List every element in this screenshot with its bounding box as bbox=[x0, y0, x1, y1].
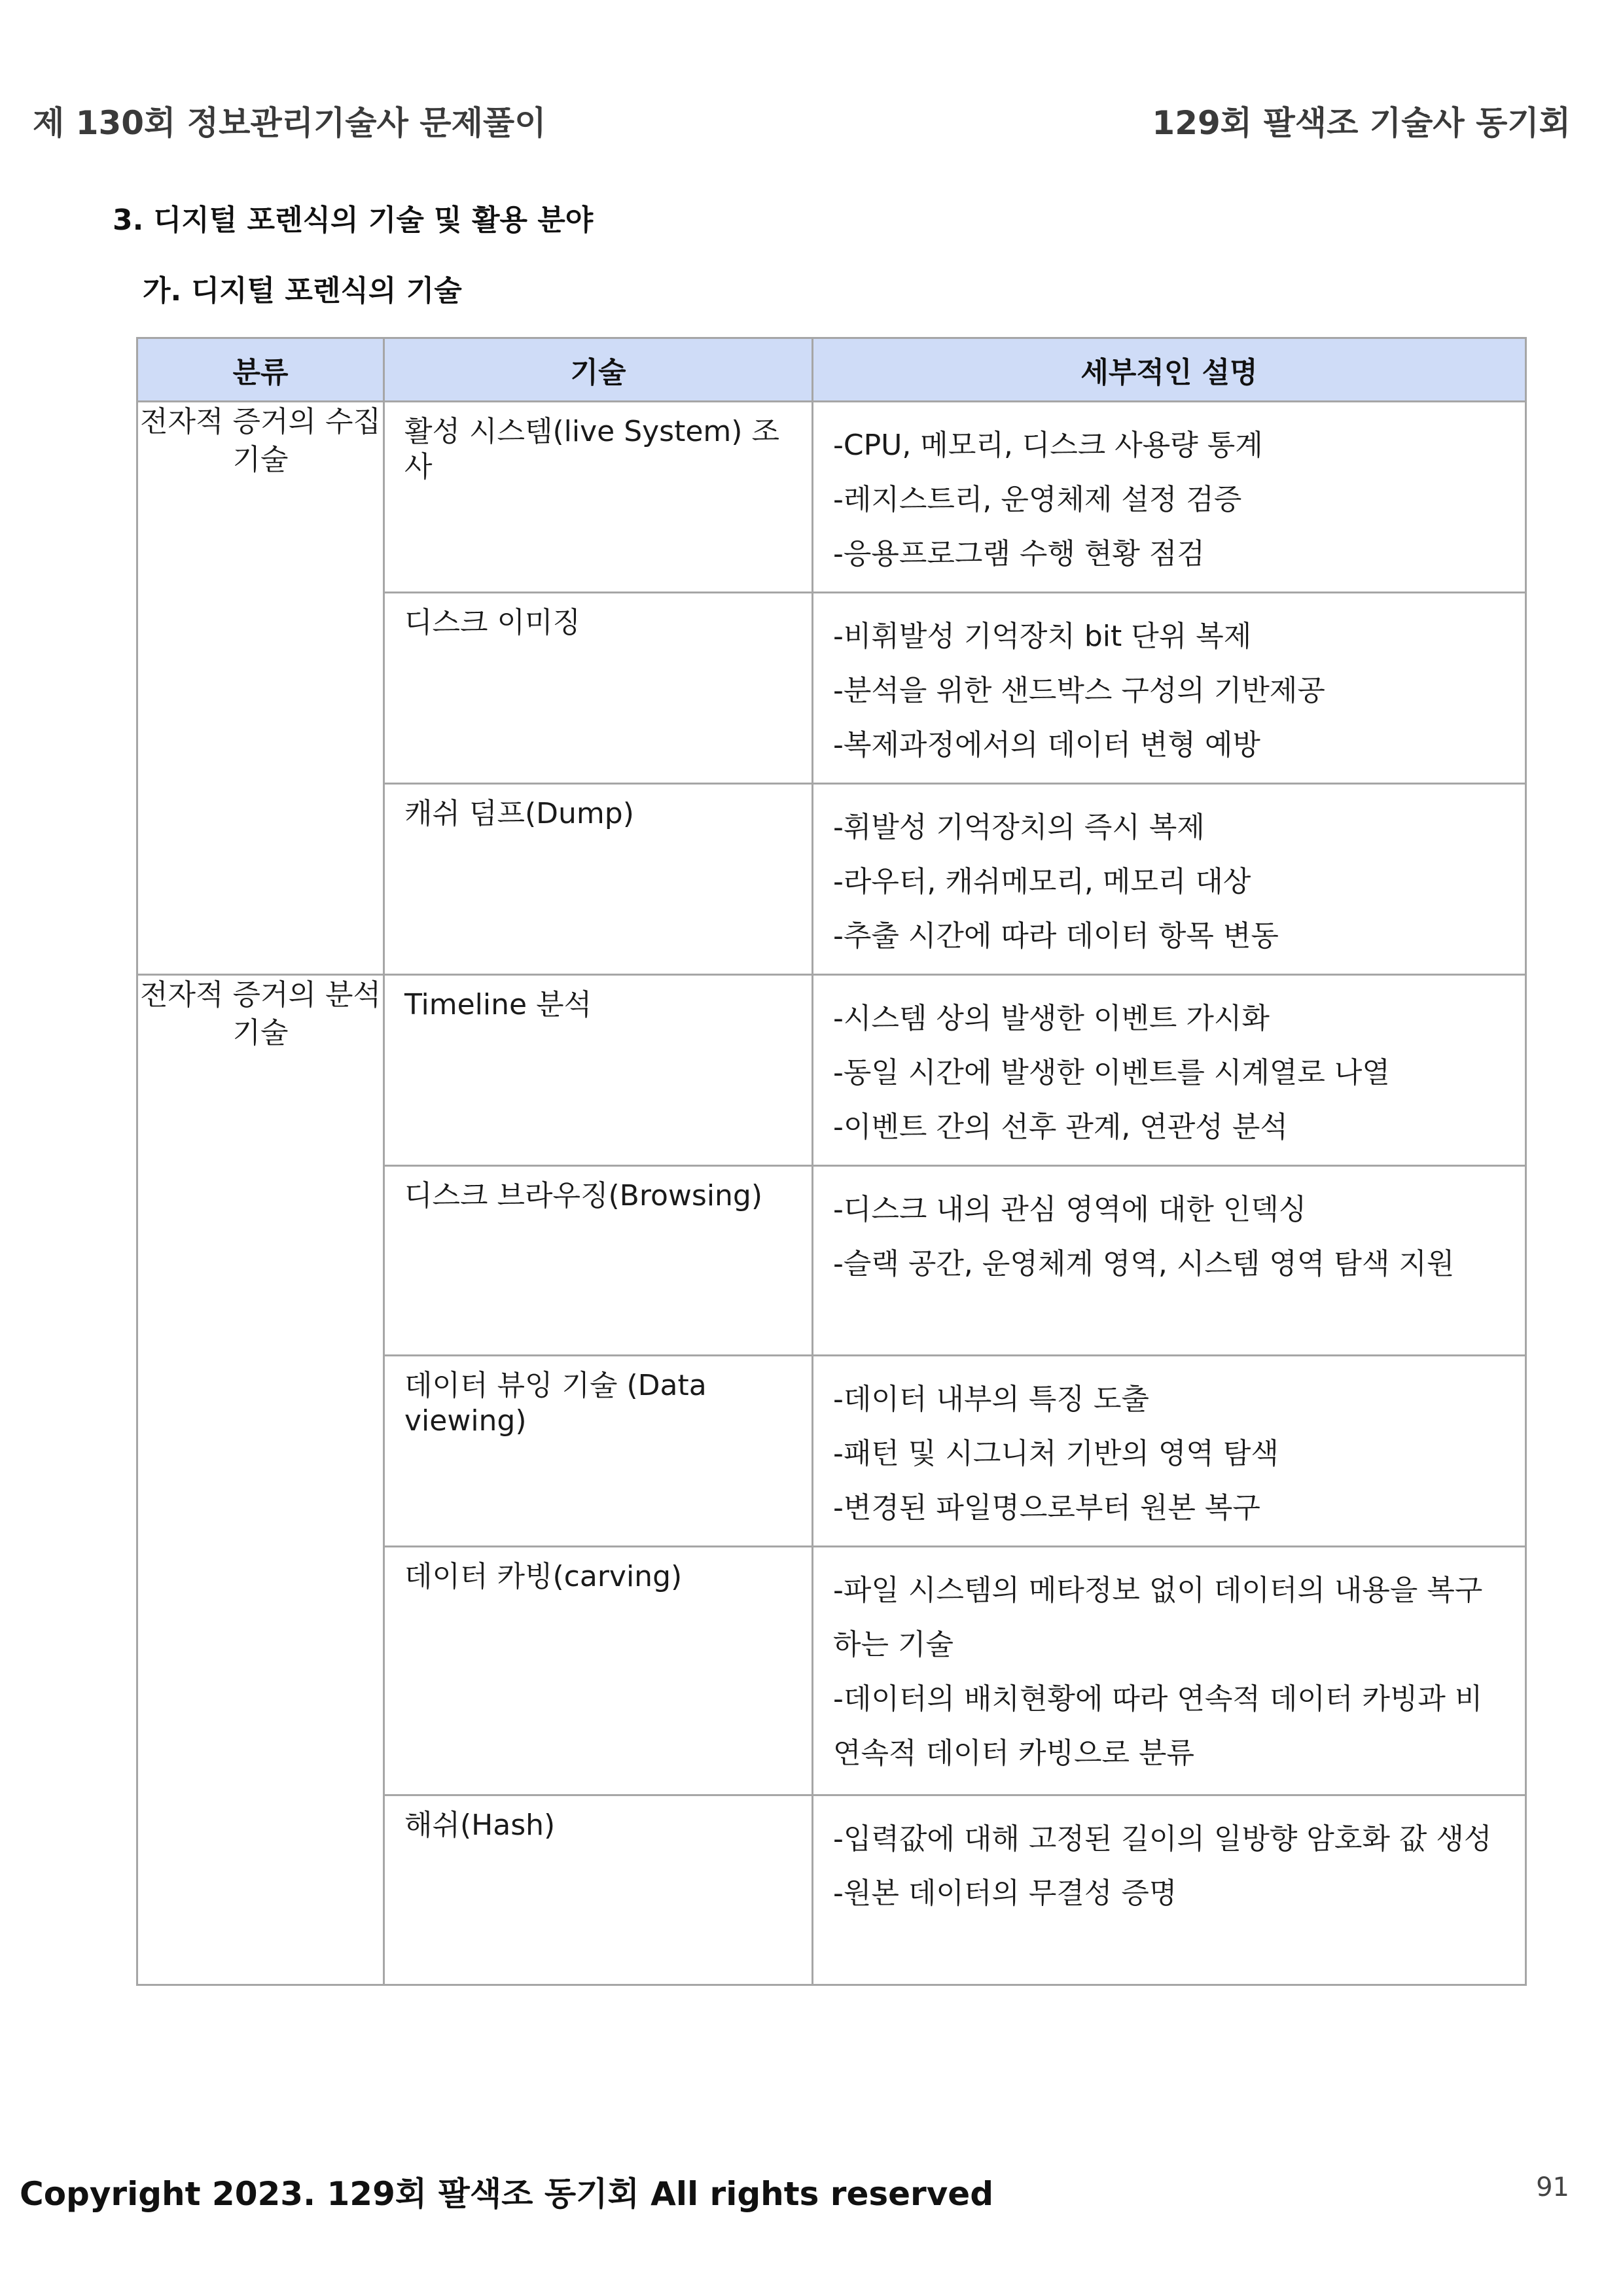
description-line: -레지스트리, 운영체제 설정 검증 bbox=[833, 483, 1242, 516]
description-cell bbox=[813, 975, 1526, 1166]
description-line: -시스템 상의 발생한 이벤트 가시화 bbox=[833, 1002, 1270, 1035]
description-line: -데이터 내부의 특징 도출 bbox=[833, 1383, 1149, 1416]
technique-cell: 데이터 뷰잉 기술 (Data viewing) bbox=[384, 1356, 813, 1547]
description-line: -변경된 파일명으로부터 원본 복구 bbox=[833, 1491, 1260, 1525]
footer-copyright: Copyright 2023. 129회 팔색조 동기회 All rights reserved bbox=[20, 2175, 994, 2213]
description-line: -동일 시간에 발생한 이벤트를 시계열로 나열 bbox=[833, 1056, 1390, 1089]
header-left-title: 제 130회 정보관리기술사 문제풀이 bbox=[33, 104, 546, 142]
description-cell bbox=[813, 784, 1526, 975]
description-line: -원본 데이터의 무결성 증명 bbox=[833, 1877, 1177, 1910]
description-cell bbox=[813, 1356, 1526, 1547]
description-cell bbox=[813, 1547, 1526, 1795]
table-row bbox=[137, 975, 1526, 1166]
category-collection: 전자적 증거의 수집 기술 bbox=[137, 402, 384, 975]
description-line: -응용프로그램 수행 현황 점검 bbox=[833, 537, 1205, 571]
technique-cell: 디스크 브라우징(Browsing) bbox=[384, 1166, 813, 1356]
description-line: -패턴 및 시그니처 기반의 영역 탐색 bbox=[833, 1437, 1279, 1470]
description-cell bbox=[813, 1795, 1526, 1985]
technique-cell: 해쉬(Hash) bbox=[384, 1795, 813, 1985]
description-line: -슬랙 공간, 운영체계 영역, 시스템 영역 탐색 지원 bbox=[833, 1247, 1455, 1280]
description-line: -비휘발성 기억장치 bit 단위 복제 bbox=[833, 620, 1252, 653]
forensics-techniques-table bbox=[136, 337, 1527, 1986]
description-line: -입력값에 대해 고정된 길이의 일방향 암호화 값 생성 bbox=[833, 1822, 1492, 1856]
description-line: -파일 시스템의 메타정보 없이 데이터의 내용을 복구하는 기술 bbox=[833, 1574, 1483, 1661]
description-line: -CPU, 메모리, 디스크 사용량 통계 bbox=[833, 429, 1263, 462]
description-cell bbox=[813, 402, 1526, 593]
section-title: 3. 디지털 포렌식의 기술 및 활용 분야 bbox=[113, 203, 594, 237]
technique-cell: Timeline 분석 bbox=[384, 975, 813, 1166]
description-line: -휘발성 기억장치의 즉시 복제 bbox=[833, 811, 1205, 844]
header-right-title: 129회 팔색조 기술사 동기회 bbox=[1152, 104, 1571, 142]
technique-cell: 디스크 이미징 bbox=[384, 593, 813, 784]
description-line: -복제과정에서의 데이터 변형 예방 bbox=[833, 728, 1260, 762]
table-header-row bbox=[137, 338, 1526, 402]
description-line: -추출 시간에 따라 데이터 항목 변동 bbox=[833, 919, 1279, 953]
header-technique: 기술 bbox=[384, 338, 813, 402]
description-cell bbox=[813, 593, 1526, 784]
page-number: 91 bbox=[1536, 2172, 1569, 2202]
technique-cell: 데이터 카빙(carving) bbox=[384, 1547, 813, 1795]
description-line: -분석을 위한 샌드박스 구성의 기반제공 bbox=[833, 674, 1325, 707]
description-cell bbox=[813, 1166, 1526, 1356]
description-line: -디스크 내의 관심 영역에 대한 인덱싱 bbox=[833, 1193, 1307, 1226]
header-description: 세부적인 설명 bbox=[813, 338, 1526, 402]
header-category: 분류 bbox=[137, 338, 384, 402]
description-line: -데이터의 배치현황에 따라 연속적 데이터 카빙과 비연속적 데이터 카빙으로 분류 bbox=[833, 1682, 1483, 1770]
description-line: -이벤트 간의 선후 관계, 연관성 분석 bbox=[833, 1110, 1288, 1144]
category-analysis: 전자적 증거의 분석기술 bbox=[137, 975, 384, 1985]
sub-title: 가. 디지털 포렌식의 기술 bbox=[143, 274, 462, 308]
technique-cell: 활성 시스템(live System) 조사 bbox=[384, 402, 813, 593]
technique-cell: 캐쉬 덤프(Dump) bbox=[384, 784, 813, 975]
table-row bbox=[137, 402, 1526, 593]
description-line: -라우터, 캐쉬메모리, 메모리 대상 bbox=[833, 865, 1251, 898]
